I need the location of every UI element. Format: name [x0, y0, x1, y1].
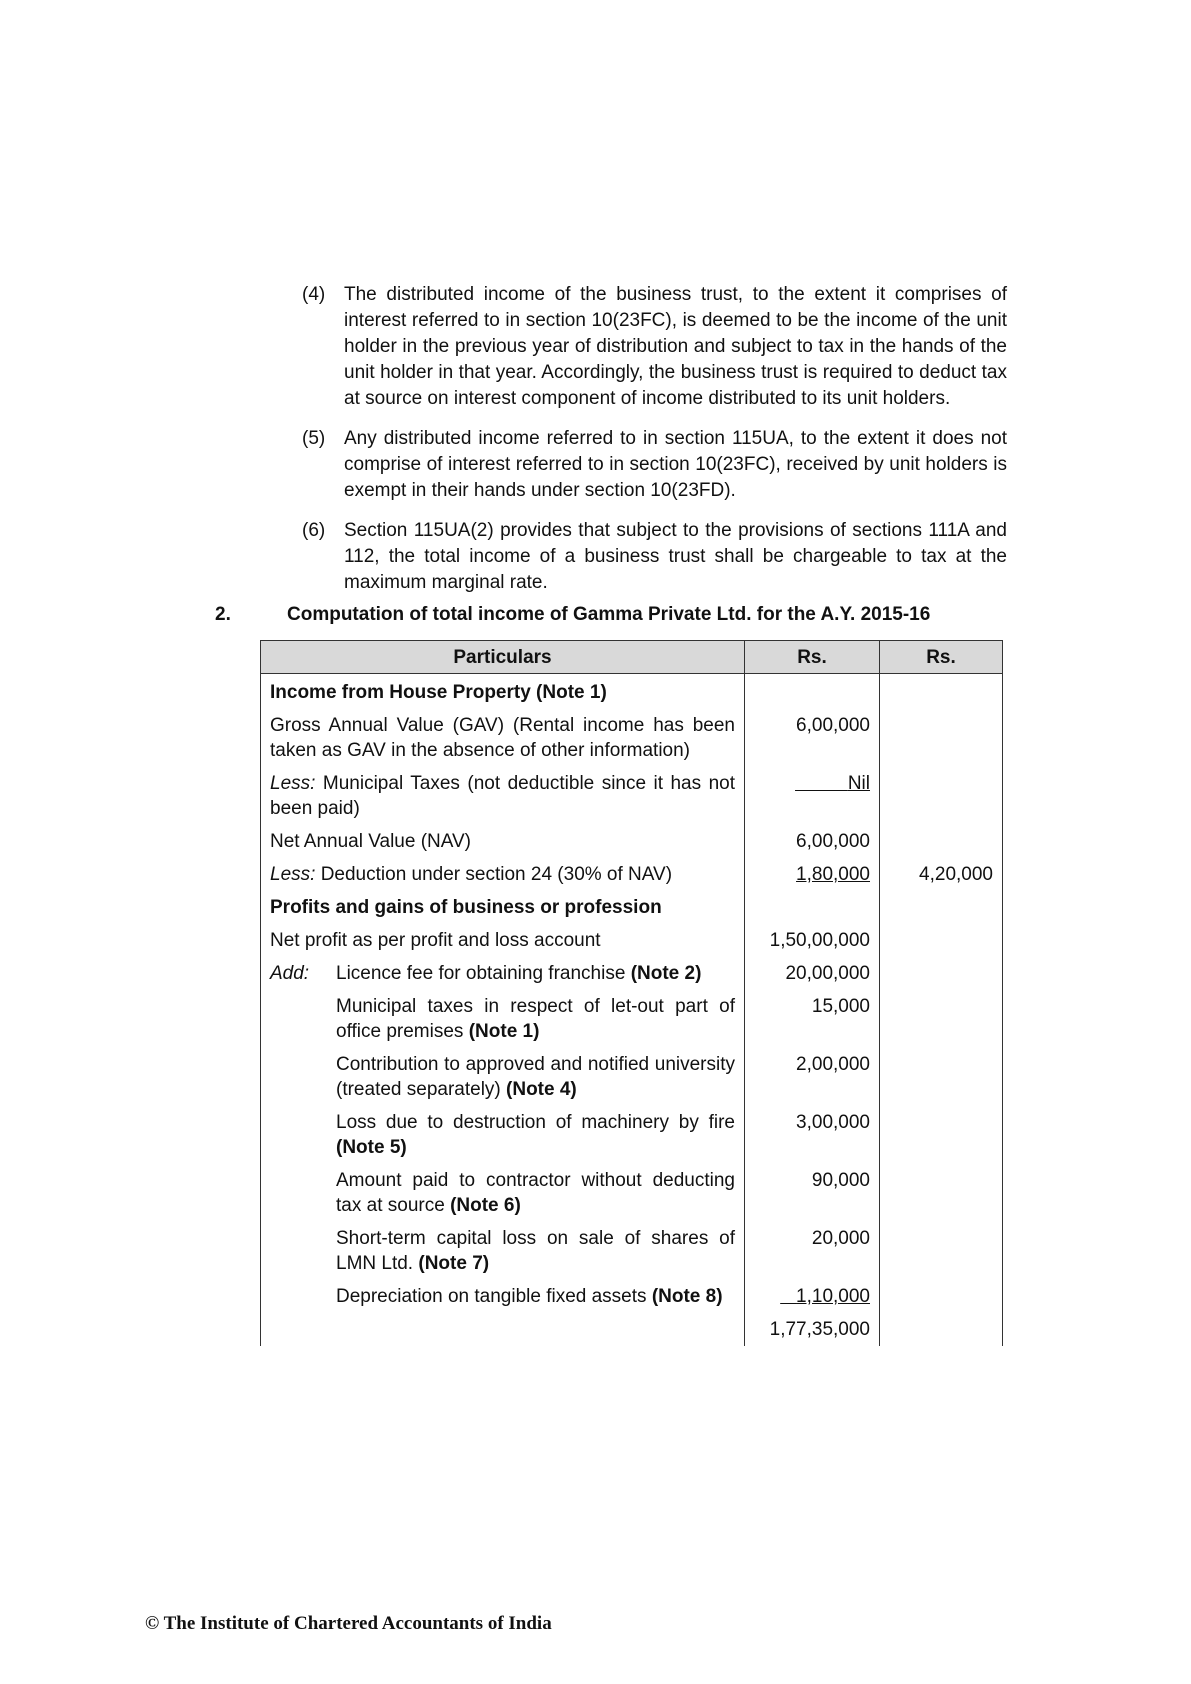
add-item-amount: 2,00,000 — [745, 1048, 880, 1106]
table-row — [261, 957, 1003, 990]
computation-table — [260, 640, 1003, 1346]
add-item-text: Short-term capital loss on sale of shares of LMN Ltd. — [336, 1228, 735, 1274]
paragraph-4 — [302, 282, 1007, 412]
add-item-4 — [261, 1106, 745, 1164]
house-property-total: 4,20,000 — [880, 858, 1003, 891]
note-ref: (Note 6) — [450, 1195, 521, 1216]
add-item-text: Depreciation on tangible fixed assets — [336, 1286, 647, 1307]
header-rs-2: Rs. — [880, 641, 1003, 674]
net-profit-amount: 1,50,00,000 — [745, 924, 880, 957]
table-row — [261, 1048, 1003, 1106]
less-label: Less: — [270, 773, 316, 794]
section-house-property: Income from House Property (Note 1) — [261, 674, 745, 710]
subtotal-amount: 1,77,35,000 — [745, 1313, 880, 1346]
add-item-5 — [261, 1164, 745, 1222]
add-item-text: Amount paid to contractor without deducting tax at source — [336, 1170, 735, 1216]
nav-amount: 6,00,000 — [745, 825, 880, 858]
paragraph-text: Section 115UA(2) provides that subject to the provisions of sections 111A and 112, the total income of a business trust shall be chargeable to tax at the maximum marginal rate. — [344, 520, 1007, 593]
municipal-tax-amount: Nil — [847, 773, 870, 794]
note-ref: (Note 4) — [506, 1079, 577, 1100]
note-ref: (Note 7) — [418, 1253, 490, 1274]
table-row — [261, 709, 1003, 767]
municipal-tax-label: Municipal Taxes (not deductible since it has not been paid) — [270, 773, 736, 819]
add-item-1 — [261, 957, 745, 990]
paragraph-number: (6) — [302, 520, 326, 541]
net-profit-label: Net profit as per profit and loss account — [261, 924, 745, 957]
table-row — [261, 1164, 1003, 1222]
paragraph-number: (4) — [302, 284, 326, 305]
table-row — [261, 767, 1003, 825]
note-ref: (Note 5) — [336, 1137, 407, 1158]
paragraph-number: (5) — [302, 428, 326, 449]
add-item-amount: 90,000 — [745, 1164, 880, 1222]
table-row — [261, 1106, 1003, 1164]
add-item-7 — [261, 1280, 745, 1313]
add-item-2 — [261, 990, 745, 1048]
add-item-text: Licence fee for obtaining franchise — [336, 963, 626, 984]
add-item-text: Municipal taxes in respect of let-out part of office premises — [336, 996, 735, 1042]
add-item-amount-cell — [745, 1280, 880, 1313]
note-ref: (Note 1) — [468, 1021, 540, 1042]
paragraph-5 — [302, 426, 1007, 504]
header-particulars: Particulars — [261, 641, 745, 674]
table-header-row — [261, 641, 1003, 674]
add-item-amount: 15,000 — [745, 990, 880, 1048]
municipal-tax-amount-cell — [745, 767, 880, 825]
header-rs-1: Rs. — [745, 641, 880, 674]
table-row — [261, 674, 1003, 710]
add-label: Add: — [270, 963, 310, 984]
add-item-text: Contribution to approved and notified university (treated separately) — [336, 1054, 735, 1100]
note-ref: (Note 2) — [630, 963, 702, 984]
table-row — [261, 1280, 1003, 1313]
table-row — [261, 1313, 1003, 1346]
less-label: Less: — [270, 864, 316, 885]
heading-text: Computation of total income of Gamma Private Ltd. for the A.Y. 2015-16 — [287, 604, 931, 625]
section-business-profits: Profits and gains of business or profession — [261, 891, 745, 924]
table-row — [261, 825, 1003, 858]
deduction-label: Deduction under section 24 (30% of NAV) — [320, 864, 673, 885]
note-ref: (Note 8) — [651, 1286, 723, 1307]
table-row — [261, 858, 1003, 891]
add-item-amount: 20,00,000 — [745, 957, 880, 990]
heading-number: 2. — [215, 604, 231, 625]
footer-copyright: © The Institute of Chartered Accountants of India — [145, 1613, 552, 1634]
add-item-6 — [261, 1222, 745, 1280]
gav-amount: 6,00,000 — [745, 709, 880, 767]
table-row — [261, 1222, 1003, 1280]
add-item-amount: 3,00,000 — [745, 1106, 880, 1164]
gav-label: Gross Annual Value (GAV) (Rental income has been taken as GAV in the absence of other information) — [261, 709, 745, 767]
add-item-text: Loss due to destruction of machinery by fire — [336, 1112, 735, 1133]
paragraph-6 — [302, 518, 1007, 596]
table-row — [261, 990, 1003, 1048]
nav-label: Net Annual Value (NAV) — [261, 825, 745, 858]
municipal-tax-row-label — [261, 767, 745, 825]
table-row — [261, 891, 1003, 924]
deduction-amount: 1,80,000 — [796, 864, 870, 885]
add-item-amount: 20,000 — [745, 1222, 880, 1280]
deduction-row-label — [261, 858, 745, 891]
table-row — [261, 924, 1003, 957]
add-item-amount: 1,10,000 — [796, 1286, 870, 1307]
paragraph-text: The distributed income of the business trust, to the extent it comprises of interest referred to in section 10(23FC), is deemed to be the income of the unit holder in the previous year of distribution and subject to tax in the hands of the unit holder in that year. Accordingly, the business trust is required to deduct tax at source on interest component of income distributed to its unit holders. — [344, 284, 1007, 409]
add-item-3 — [261, 1048, 745, 1106]
paragraph-text: Any distributed income referred to in section 115UA, to the extent it does not comprise of interest referred to in section 10(23FC), received by unit holders is exempt in their hands under section 10(23FD). — [344, 428, 1007, 501]
